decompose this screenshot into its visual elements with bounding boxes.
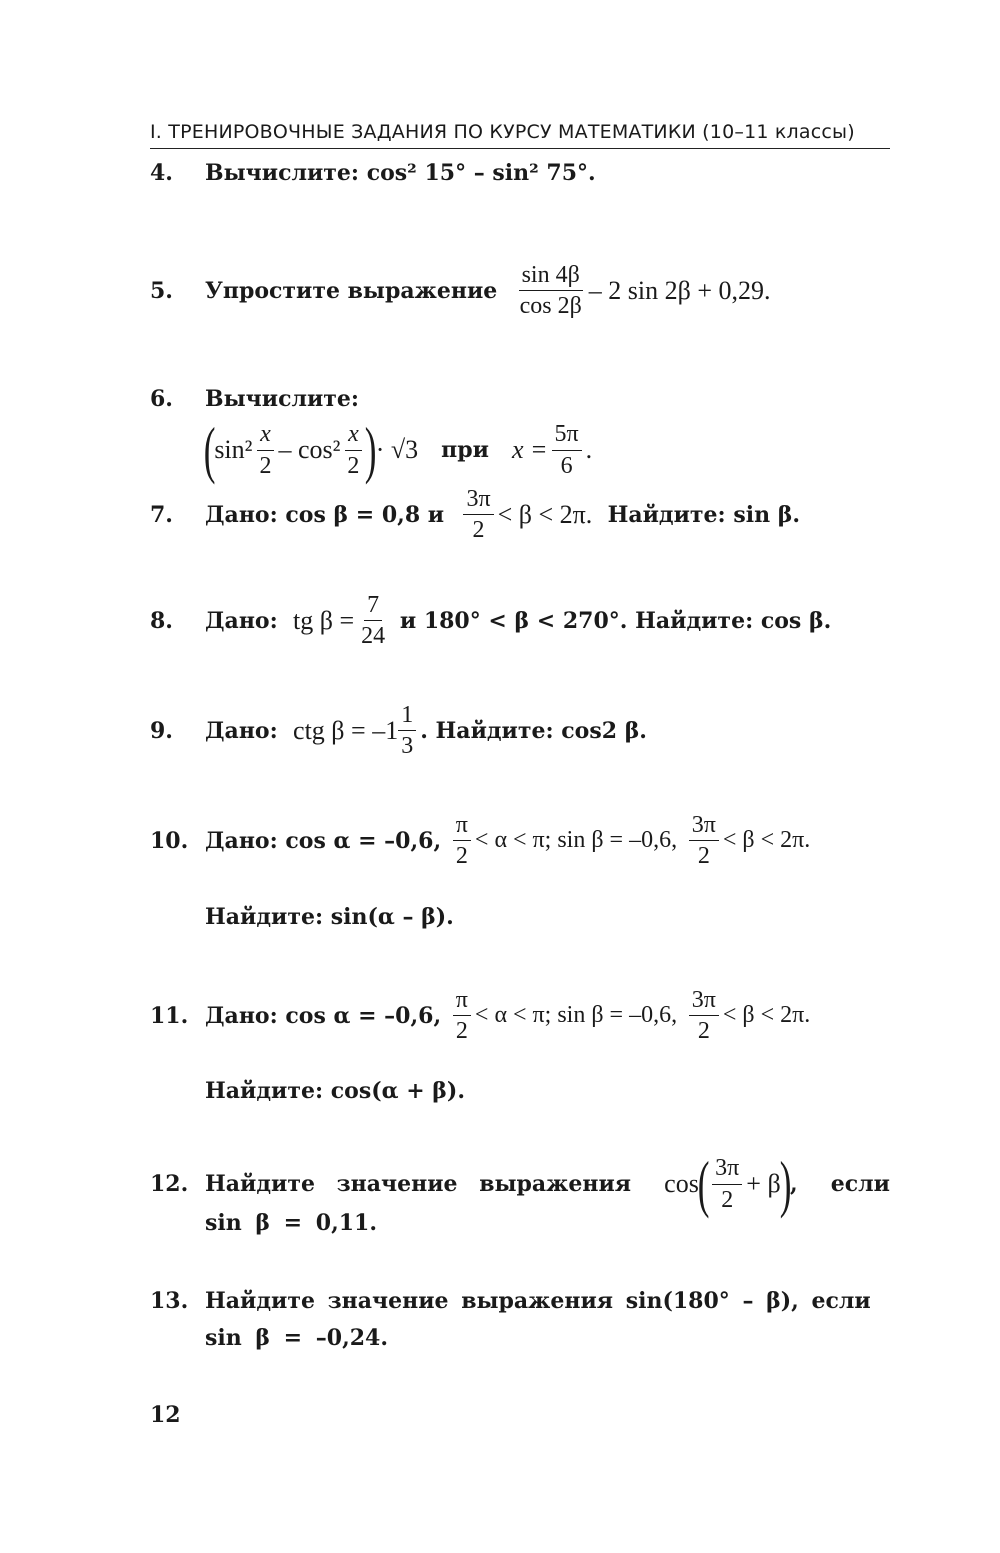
numerator: 7 <box>364 592 382 621</box>
left-paren: ( <box>203 414 216 485</box>
task-expression-tail: – 2 sin 2β + 0,29. <box>588 275 771 305</box>
denominator: 2 <box>347 452 360 479</box>
task-number: 10. <box>150 827 189 854</box>
denominator: 6 <box>560 452 573 479</box>
comma: , <box>790 1171 798 1197</box>
numerator: 3π <box>689 987 719 1016</box>
task-text: Дано: <box>205 607 278 634</box>
inequality-1: < α < π; sin β = –0,6, <box>474 827 678 854</box>
left-paren: ( <box>697 1148 710 1219</box>
denominator: 2 <box>259 452 272 479</box>
numerator: 5π <box>552 421 582 450</box>
task-number: 6. <box>150 386 173 412</box>
denominator: cos 2β <box>519 293 582 320</box>
running-header <box>150 118 890 149</box>
right-paren: ) <box>779 1148 792 1219</box>
task-6-title <box>150 386 359 412</box>
denominator: 2 <box>455 1018 468 1045</box>
fraction <box>344 421 362 479</box>
task-text: Найдите значение выражения <box>205 1171 632 1197</box>
numerator: x <box>257 421 274 450</box>
task-expression-tail: . <box>585 435 593 464</box>
inequality: < β < 2π. <box>497 499 593 529</box>
task-condition: sin β = –0,24. <box>205 1325 388 1351</box>
fraction <box>453 987 471 1045</box>
denominator: 3 <box>401 733 414 760</box>
task-text: Найдите значение выражения sin(180° – β), если <box>205 1288 871 1314</box>
numerator: 1 <box>398 702 416 731</box>
header-text: I. ТРЕНИРОВОЧНЫЕ ЗАДАНИЯ ПО КУРСУ МАТЕМАТИКИ (10–11 классы) <box>150 121 855 143</box>
task-number: 11. <box>150 1002 189 1029</box>
denominator: 2 <box>472 517 485 544</box>
page-number: 12 <box>150 1402 181 1428</box>
task-number: 4. <box>150 160 173 186</box>
task-number: 13. <box>150 1288 189 1314</box>
fraction <box>689 987 719 1045</box>
task-12-condition <box>205 1210 377 1236</box>
task-number: 12. <box>150 1171 189 1197</box>
plus-beta: + β <box>746 1169 781 1198</box>
task-11 <box>150 987 810 1045</box>
task-text: Упростите выражение <box>205 277 498 304</box>
numerator: π <box>453 812 471 841</box>
fraction <box>453 812 471 870</box>
denominator: 2 <box>697 1018 710 1045</box>
sin-part: sin² <box>214 435 253 464</box>
pri-word: при <box>441 437 489 463</box>
x-equals: x = <box>511 435 548 464</box>
task-11-question <box>205 1078 465 1104</box>
numerator: 3π <box>463 486 493 515</box>
inequality-2: < β < 2π. <box>722 1002 811 1029</box>
task-text: Дано: cos β = 0,8 и <box>205 501 445 528</box>
task-number: 7. <box>150 501 173 528</box>
task-question: . Найдите: cos2 β. <box>420 717 647 744</box>
task-expression: cos² 15° – sin² 75°. <box>366 160 596 186</box>
denominator: 2 <box>697 843 710 870</box>
task-number: 8. <box>150 607 173 634</box>
task-number: 9. <box>150 717 173 744</box>
numerator: π <box>453 987 471 1016</box>
task-question: Найдите: sin(α – β). <box>205 904 454 930</box>
task-text: Вычислите: <box>205 160 360 186</box>
task-question: Найдите: sin β. <box>607 501 800 528</box>
fraction <box>358 592 388 650</box>
task-number: 5. <box>150 277 173 304</box>
fraction <box>398 702 416 760</box>
task-8 <box>150 592 831 650</box>
denominator: 24 <box>361 623 386 650</box>
task-condition: sin β = 0,11. <box>205 1210 377 1236</box>
cos-part: – cos² <box>278 435 341 464</box>
task-7 <box>150 486 800 544</box>
right-paren: ) <box>365 414 377 485</box>
task-10-question <box>205 904 454 930</box>
task-text: Дано: <box>205 717 278 744</box>
sqrt-part: · √3 <box>375 435 419 464</box>
task-question: и 180° < β < 270°. Найдите: cos β. <box>399 607 832 634</box>
tg-part: tg β = <box>293 605 355 635</box>
fraction <box>689 812 719 870</box>
inequality-1: < α < π; sin β = –0,6, <box>474 1002 678 1029</box>
task-text: Дано: cos α = –0,6, <box>205 827 442 854</box>
cos-part: cos <box>664 1169 699 1198</box>
task-4 <box>150 160 596 186</box>
task-text: Вычислите: <box>205 386 360 412</box>
numerator: 3π <box>712 1155 742 1184</box>
fraction <box>517 262 585 320</box>
fraction <box>256 421 274 479</box>
task-5 <box>150 262 771 320</box>
esli-word: если <box>830 1171 891 1197</box>
numerator: x <box>345 421 362 450</box>
task-10 <box>150 812 810 870</box>
inequality-2: < β < 2π. <box>722 827 811 854</box>
task-13 <box>150 1288 890 1314</box>
fraction <box>712 1155 742 1213</box>
numerator: 3π <box>689 812 719 841</box>
ctg-part: ctg β = –1 <box>293 715 399 745</box>
numerator: sin 4β <box>519 262 583 291</box>
task-12 <box>150 1148 891 1219</box>
task-9 <box>150 702 647 760</box>
task-question: Найдите: cos(α + β). <box>205 1078 465 1104</box>
task-text: Дано: cos α = –0,6, <box>205 1002 442 1029</box>
fraction <box>552 421 582 479</box>
denominator: 2 <box>721 1186 734 1213</box>
task-13-condition <box>205 1325 388 1351</box>
task-6-expression <box>203 414 593 485</box>
denominator: 2 <box>455 843 468 870</box>
fraction <box>463 486 493 544</box>
